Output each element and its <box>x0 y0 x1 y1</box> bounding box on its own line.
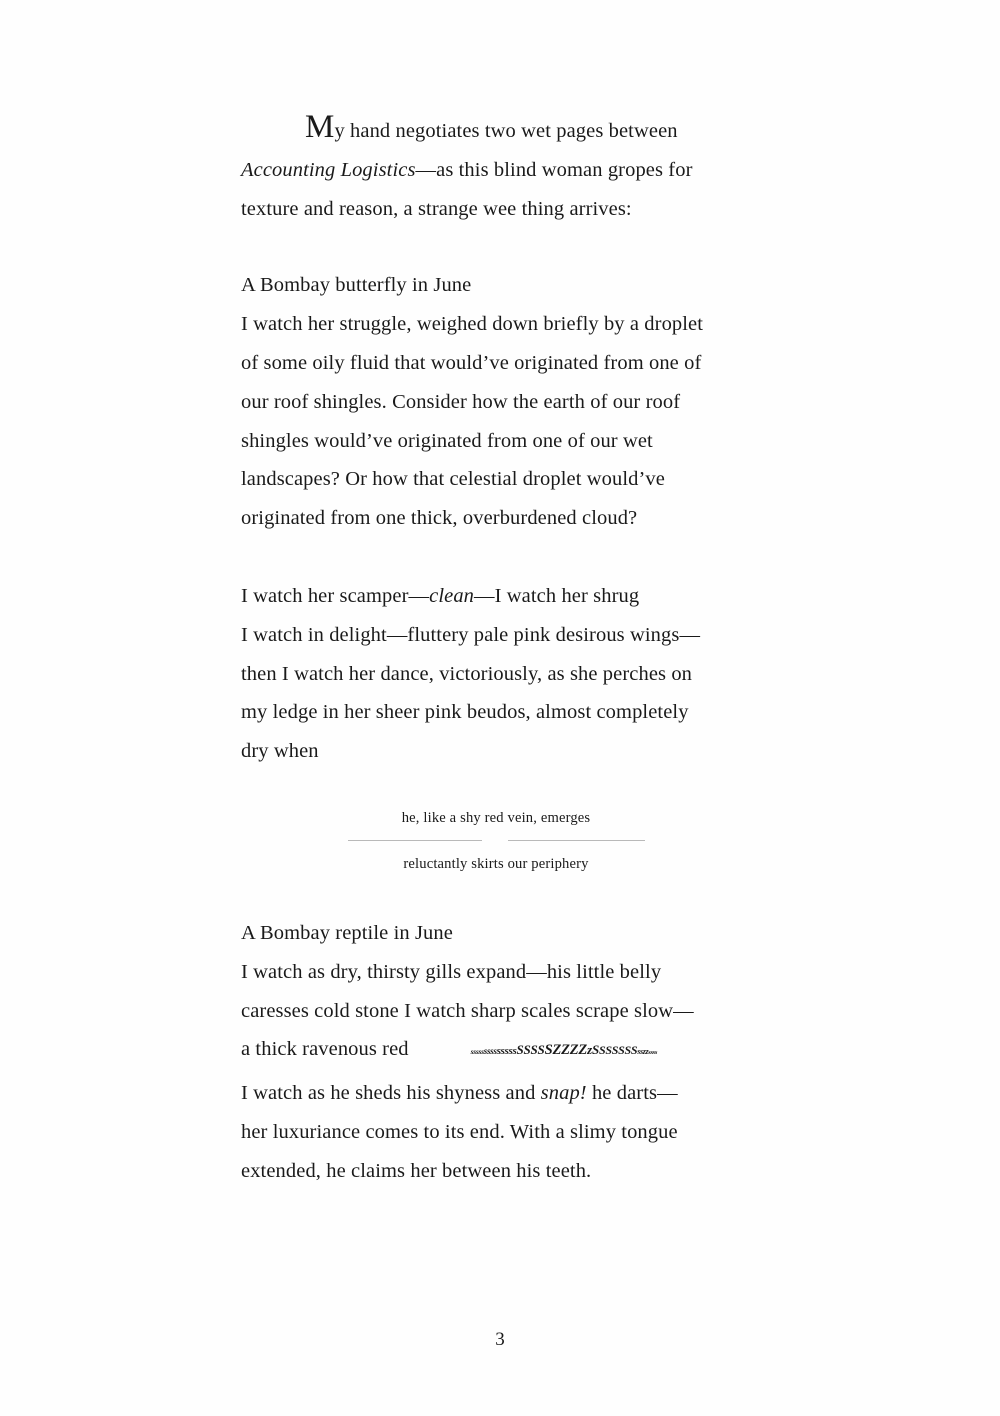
poem-line: originated from one thick, overburdened cloud? <box>241 507 638 530</box>
stanza-heading-line: A Bombay reptile in June <box>241 921 453 944</box>
poem-line-text: —I watch her shrug <box>474 584 640 607</box>
poem-body <box>241 109 751 1191</box>
stanza-dance <box>241 577 751 771</box>
poem-line <box>241 1030 751 1074</box>
stanza-reptile <box>241 914 751 1191</box>
italic-title: Accounting Logistics <box>241 158 416 181</box>
italic-emphasis: snap! <box>540 1082 587 1105</box>
poem-line <box>241 109 751 151</box>
interlude-block <box>241 807 751 875</box>
poem-line <box>241 577 751 616</box>
poem-line: dry when <box>241 740 319 763</box>
poem-line: landscapes? Or how that celestial droplet would’ve <box>241 468 665 491</box>
page-number: 3 <box>495 1329 505 1350</box>
poem-line: caresses cold stone I watch sharp scales scrape slow— <box>241 999 694 1022</box>
poem-line-text: a thick ravenous red <box>241 1038 409 1061</box>
sibilance-segment: sszz <box>637 1047 649 1057</box>
poem-line: shingles would’ve originated from one of our wet <box>241 429 653 452</box>
sibilance-segment: sssss <box>496 1045 517 1058</box>
poem-line: I watch her struggle, weighed down briefly by a droplet <box>241 313 704 336</box>
poem-line <box>241 151 751 190</box>
poem-line: I watch as dry, thirsty gills expand—his little belly <box>241 960 662 983</box>
poem-line-text: I watch her scamper— <box>241 584 430 607</box>
poem-line-text: y hand negotiates two wet pages between <box>334 120 678 142</box>
poem-line-text: —as this blind woman gropes for <box>415 158 693 181</box>
stanza-opening <box>241 109 751 228</box>
initial-capital: M <box>305 109 335 145</box>
sibilance-segment: SSSSSS <box>598 1043 638 1058</box>
sibilance-segment: sssss <box>470 1047 484 1057</box>
poem-line: then I watch her dance, victoriously, as she perches on <box>241 662 693 685</box>
divider-rule-right <box>508 840 645 841</box>
poem-line: my ledge in her sheer pink beudos, almost completely <box>241 701 689 724</box>
stanza-butterfly <box>241 266 751 538</box>
stanza-spacer <box>241 538 751 577</box>
sibilance-segment: zS <box>587 1042 599 1058</box>
sibilance-segment: ssss <box>483 1046 497 1057</box>
divider-rule-left <box>348 840 482 841</box>
poem-line: her luxuriance comes to its end. With a slimy tongue <box>241 1120 678 1143</box>
sibilance-segment: SZZZZ <box>544 1042 588 1059</box>
poem-line: of some oily fluid that would’ve originated from one of <box>241 351 702 374</box>
poem-line-text: he darts— <box>586 1082 678 1105</box>
interlude-line: he, like a shy red vein, emerges <box>401 809 591 826</box>
poem-line: texture and reason, a strange wee thing arrives: <box>241 197 632 220</box>
poem-line <box>241 1074 751 1113</box>
sibilance-segment: SSSS <box>516 1042 545 1058</box>
poem-line: I watch in delight—fluttery pale pink desirous wings— <box>241 623 701 646</box>
stanza-spacer <box>241 228 751 266</box>
poem-line: our roof shingles. Consider how the earth of our roof <box>241 390 681 413</box>
sibilance-segment: ssss <box>648 1049 658 1057</box>
divider-rules <box>241 840 751 841</box>
stanza-spacer <box>241 875 751 914</box>
interlude-line: reluctantly skirts our periphery <box>403 855 589 872</box>
poem-line-text: I watch as he sheds his shyness and <box>241 1082 541 1105</box>
italic-emphasis: clean <box>429 584 475 607</box>
poem-line: extended, he claims her between his teeth. <box>241 1159 592 1182</box>
sibilance-run <box>471 1029 657 1073</box>
stanza-heading-line: A Bombay butterfly in June <box>241 274 472 297</box>
